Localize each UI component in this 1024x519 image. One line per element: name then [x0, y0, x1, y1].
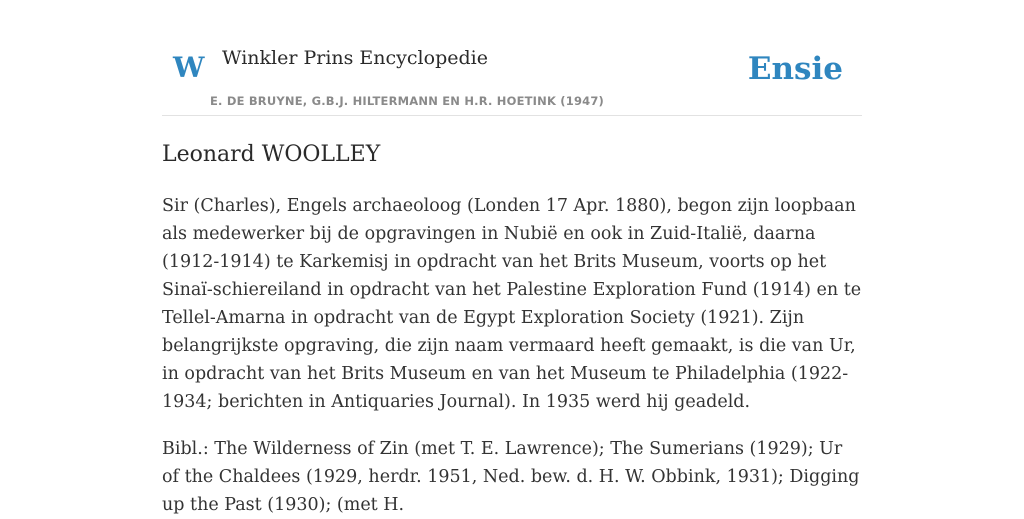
winkler-prins-logo[interactable]: W [173, 51, 205, 84]
site-header [162, 0, 862, 116]
ensie-brand-link[interactable]: Ensie [747, 51, 843, 87]
source-authors: E. DE BRUYNE, G.B.J. HILTERMANN EN H.R. HOETINK (1947) [210, 94, 605, 108]
site-title[interactable]: Winkler Prins Encyclopedie [222, 47, 488, 69]
article-title: Leonard WOOLLEY [162, 142, 381, 167]
page [162, 0, 862, 515]
bibliography-paragraph: Bibl.: The Wilderness of Zin (met T. E. Lawrence); The Sumerians (1929); Ur of the Chaldees (1929, herdr. 1951, Ned. bew. d. H. W. Obbink, 1931); Digging up the Past (1930); (met H. [162, 439, 860, 515]
article-paragraph: Sir (Charles), Engels archaeoloog (Londen 17 Apr. 1880), begon zijn loopbaan als medewerker bij de opgravingen in Nubië en ook in Zuid-Italië, daarna (1912-1914) te Karkemisj in opdracht van het Brits Museum, voorts op het Sinaï-schiereiland in opdracht van het Palestine Exploration Fund (1914) en te Tellel-Amarna in opdracht van de Egypt Exploration Society (1921). Zijn belangrijkste opgraving, die zijn naam vermaard heeft gemaakt, is die van Ur, in opdracht van het Brits Museum en van het Museum te Philadelphia (1922-1934; berichten in Antiquaries Journal). In 1935 werd hij geadeld. [162, 196, 862, 412]
